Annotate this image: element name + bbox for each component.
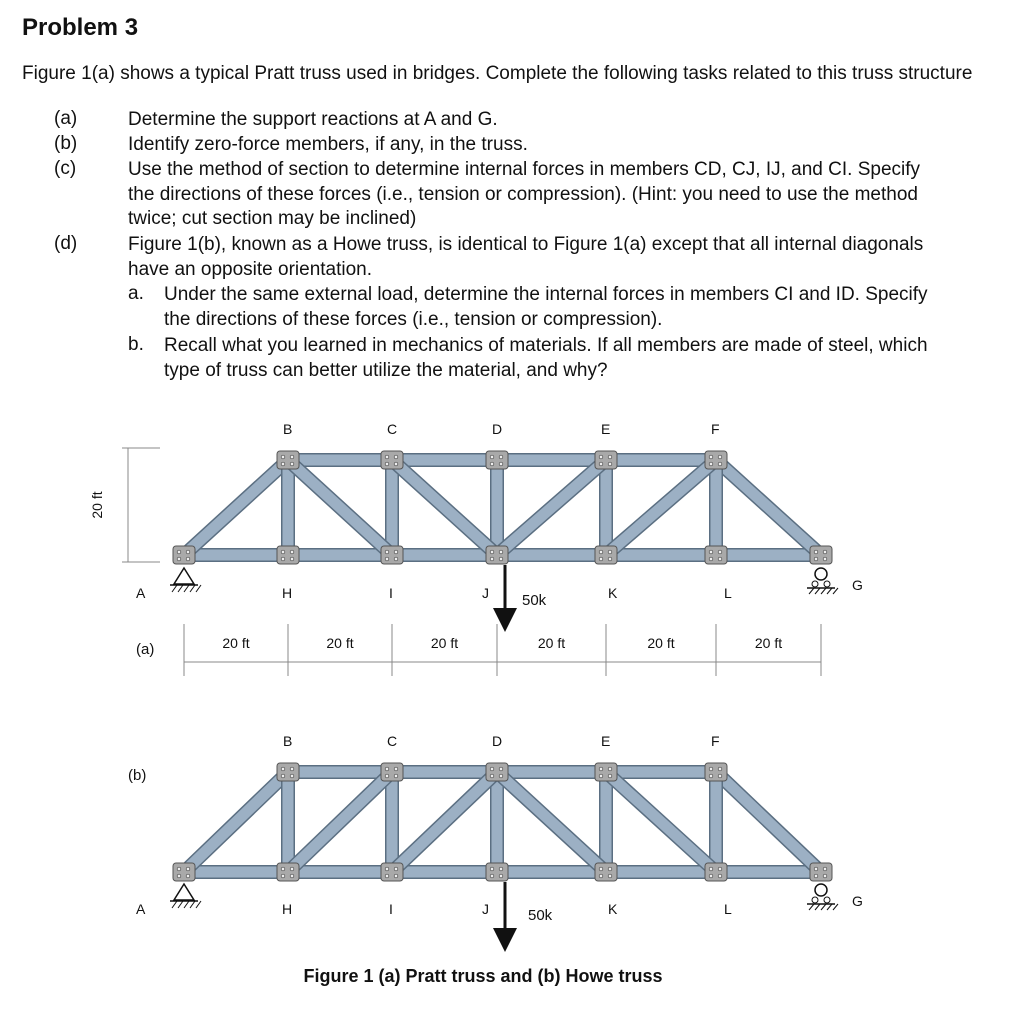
span-label-0: 20 ft <box>222 635 250 651</box>
pratt-pin-support-A-hatch-2 <box>184 585 189 592</box>
pratt-gusset-bottom-2 <box>381 546 403 564</box>
howe-gusset-bottom-3-bolt-1 <box>499 867 503 871</box>
howe-end-post-left <box>184 772 288 872</box>
pratt-gusset-top-5-bolt-3 <box>718 462 722 466</box>
howe-gusset-bottom-1-bolt-1 <box>290 867 294 871</box>
span-label-1: 20 ft <box>326 635 354 651</box>
howe-gusset-bottom-5-bolt-1 <box>718 867 722 871</box>
howe-gusset-bottom-1-bolt-3 <box>290 874 294 878</box>
subtask-b-text: Recall what you learned in mechanics of materials. If all members are made of steel, which type of truss can better utilize the material, and why? <box>164 335 928 381</box>
pratt-gusset-top-3-bolt-1 <box>499 455 503 459</box>
subtask-a-text: Under the same external load, determine the internal forces in members CI and ID. Specify the directions of these forces (i.e., tension or compression). <box>164 284 928 330</box>
pratt-gusset-bottom-3 <box>486 546 508 564</box>
howe-gusset-bottom-6-bolt-1 <box>823 867 827 871</box>
pratt-gusset-bottom-0-bolt-3 <box>186 557 190 561</box>
pratt-roller-support-G-hatch-3 <box>827 588 832 594</box>
pratt-gusset-top-1-bolt-1 <box>290 455 294 459</box>
howe-gusset-bottom-0-bolt-3 <box>186 874 190 878</box>
howe-gusset-bottom-1-bolt-2 <box>281 874 285 878</box>
howe-gusset-top-2-bolt-1 <box>394 767 398 771</box>
pratt-gusset-bottom-3-bolt-3 <box>499 557 503 561</box>
pratt-node-K: K <box>608 585 618 601</box>
howe-node-A: A <box>136 901 146 917</box>
pratt-gusset-bottom-3-bolt-0 <box>490 550 494 554</box>
howe-gusset-top-2-bolt-2 <box>385 774 389 778</box>
pratt-gusset-top-3-bolt-0 <box>490 455 494 459</box>
task-c-text: Use the method of section to determine internal forces in members CD, CJ, IJ, and CI. Specify the directions of these forces (i.e., tension or compression). (Hint: you need to use the method twice; cut section may be inclined) <box>128 159 921 229</box>
howe-node-H: H <box>282 901 293 917</box>
pratt-gusset-bottom-5-bolt-3 <box>718 557 722 561</box>
pratt-gusset-bottom-5-bolt-0 <box>709 550 713 554</box>
pratt-gusset-bottom-1-bolt-2 <box>281 557 285 561</box>
pratt-pin-support-A-hatch-3 <box>190 585 195 592</box>
pratt-gusset-bottom-3-bolt-1 <box>499 550 503 554</box>
pratt-node-G: G <box>852 577 863 593</box>
howe-roller-support-G-hatch-1 <box>815 904 820 910</box>
howe-roller-support-G-wheel-1 <box>812 897 818 903</box>
span-label-4: 20 ft <box>647 635 675 651</box>
pratt-gusset-top-2-bolt-0 <box>385 455 389 459</box>
pratt-roller-support-G-hatch-2 <box>821 588 826 594</box>
pratt-gusset-top-4-bolt-0 <box>599 455 603 459</box>
pratt-gusset-top-4-bolt-2 <box>599 462 603 466</box>
task-a-label: (a) <box>54 108 78 129</box>
pratt-gusset-bottom-4-bolt-0 <box>599 550 603 554</box>
pratt-end-post-right <box>716 460 821 555</box>
howe-gusset-top-3-bolt-1 <box>499 767 503 771</box>
pratt-gusset-top-5-bolt-2 <box>709 462 713 466</box>
pratt-gusset-bottom-6-bolt-0 <box>814 550 818 554</box>
pratt-diagonal-3 <box>606 460 716 555</box>
howe-gusset-bottom-2-bolt-1 <box>394 867 398 871</box>
howe-gusset-top-5-bolt-1 <box>718 767 722 771</box>
span-label-3: 20 ft <box>537 635 566 651</box>
howe-gusset-top-5 <box>705 763 727 781</box>
pratt-gusset-top-1-bolt-0 <box>281 455 285 459</box>
howe-gusset-top-4-bolt-0 <box>599 767 603 771</box>
pratt-node-I: I <box>389 585 393 601</box>
pratt-gusset-top-3-bolt-3 <box>499 462 503 466</box>
problem-title: Problem 3 <box>22 14 139 41</box>
pratt-pin-support-A-hatch-0 <box>172 585 177 592</box>
howe-roller-support-G-hatch-0 <box>809 904 814 910</box>
howe-gusset-top-1-bolt-3 <box>290 774 294 778</box>
pratt-gusset-top-4-bolt-3 <box>608 462 612 466</box>
pratt-roller-support-G <box>815 568 827 580</box>
pratt-gusset-top-1-bolt-3 <box>290 462 294 466</box>
howe-gusset-bottom-3-bolt-2 <box>490 874 494 878</box>
pratt-gusset-bottom-0 <box>173 546 195 564</box>
pratt-gusset-top-1 <box>277 451 299 469</box>
task-a-text: Determine the support reactions at A and G. <box>128 109 498 130</box>
howe-gusset-bottom-3-bolt-3 <box>499 874 503 878</box>
pratt-gusset-bottom-4 <box>595 546 617 564</box>
pratt-gusset-top-3-bolt-2 <box>490 462 494 466</box>
pratt-node-J: J <box>482 585 489 601</box>
pratt-gusset-bottom-6 <box>810 546 832 564</box>
pratt-node-E: E <box>601 421 611 437</box>
pratt-gusset-top-1-bolt-2 <box>281 462 285 466</box>
howe-gusset-top-2 <box>381 763 403 781</box>
howe-gusset-bottom-4-bolt-0 <box>599 867 603 871</box>
figure-b-label: (b) <box>128 767 147 784</box>
howe-gusset-bottom-2-bolt-0 <box>385 867 389 871</box>
task-b-label: (b) <box>54 133 78 154</box>
howe-gusset-top-4-bolt-2 <box>599 774 603 778</box>
howe-load-label: 50k <box>528 907 553 924</box>
howe-gusset-bottom-0 <box>173 863 195 881</box>
howe-gusset-bottom-0-bolt-1 <box>186 867 190 871</box>
howe-diagonal-2 <box>497 772 606 872</box>
howe-node-F: F <box>711 733 720 749</box>
howe-node-G: G <box>852 893 863 909</box>
howe-roller-support-G-hatch-4 <box>833 904 838 910</box>
pratt-gusset-bottom-2-bolt-0 <box>385 550 389 554</box>
pratt-roller-support-G-hatch-4 <box>833 588 838 594</box>
howe-roller-support-G-hatch-2 <box>821 904 826 910</box>
howe-diagonal-1 <box>392 772 497 872</box>
pratt-gusset-bottom-1-bolt-0 <box>281 550 285 554</box>
howe-gusset-top-3-bolt-3 <box>499 774 503 778</box>
howe-gusset-bottom-5-bolt-2 <box>709 874 713 878</box>
task-d-text: Figure 1(b), known as a Howe truss, is identical to Figure 1(a) except that all internal diagonals have an opposite orientation. <box>128 234 924 280</box>
pratt-gusset-bottom-0-bolt-1 <box>186 550 190 554</box>
howe-gusset-bottom-1 <box>277 863 299 881</box>
pratt-node-L: L <box>724 585 732 601</box>
howe-gusset-top-1-bolt-1 <box>290 767 294 771</box>
pratt-gusset-bottom-4-bolt-2 <box>599 557 603 561</box>
pratt-roller-support-G-hatch-0 <box>809 588 814 594</box>
task-d-label: (d) <box>54 233 78 254</box>
subtask-a-label: a. <box>128 283 144 304</box>
howe-roller-support-G-hatch-3 <box>827 904 832 910</box>
pratt-node-C: C <box>387 421 398 437</box>
howe-gusset-top-4-bolt-1 <box>608 767 612 771</box>
pratt-gusset-bottom-1 <box>277 546 299 564</box>
howe-gusset-bottom-6-bolt-2 <box>814 874 818 878</box>
howe-pin-support-A-hatch-1 <box>178 901 183 908</box>
pratt-gusset-top-2-bolt-1 <box>394 455 398 459</box>
howe-gusset-bottom-4-bolt-1 <box>608 867 612 871</box>
pratt-gusset-bottom-0-bolt-2 <box>177 557 181 561</box>
pratt-pin-support-A-hatch-1 <box>178 585 183 592</box>
task-c-label: (c) <box>54 158 77 179</box>
intro-paragraph: Figure 1(a) shows a typical Pratt truss used in bridges. Complete the following tasks related to this truss structure <box>22 63 973 84</box>
howe-roller-support-G <box>815 884 827 896</box>
pratt-gusset-top-2-bolt-2 <box>385 462 389 466</box>
span-label-5: 20 ft <box>754 635 783 651</box>
howe-node-E: E <box>601 733 611 749</box>
howe-end-post-right <box>716 772 821 872</box>
howe-pin-support-A-hatch-3 <box>190 901 195 908</box>
howe-gusset-top-2-bolt-3 <box>394 774 398 778</box>
pratt-gusset-bottom-2-bolt-2 <box>385 557 389 561</box>
pratt-diagonal-2 <box>497 460 606 555</box>
howe-gusset-bottom-6-bolt-0 <box>814 867 818 871</box>
howe-gusset-bottom-6 <box>810 863 832 881</box>
howe-gusset-top-1 <box>277 763 299 781</box>
pratt-roller-support-G-hatch-1 <box>815 588 820 594</box>
pratt-node-H: H <box>282 585 293 601</box>
pratt-gusset-top-5 <box>705 451 727 469</box>
howe-gusset-bottom-2-bolt-2 <box>385 874 389 878</box>
howe-gusset-bottom-3-bolt-0 <box>490 867 494 871</box>
howe-gusset-top-3 <box>486 763 508 781</box>
howe-gusset-top-5-bolt-0 <box>709 767 713 771</box>
pratt-gusset-bottom-6-bolt-2 <box>814 557 818 561</box>
howe-gusset-bottom-2-bolt-3 <box>394 874 398 878</box>
pratt-gusset-top-3 <box>486 451 508 469</box>
pratt-node-B: B <box>283 421 293 437</box>
howe-gusset-bottom-3 <box>486 863 508 881</box>
pratt-pin-support-A <box>174 568 194 584</box>
pratt-gusset-top-2-bolt-3 <box>394 462 398 466</box>
pratt-gusset-bottom-6-bolt-1 <box>823 550 827 554</box>
howe-gusset-bottom-4-bolt-3 <box>608 874 612 878</box>
howe-gusset-bottom-1-bolt-0 <box>281 867 285 871</box>
pratt-gusset-top-4 <box>595 451 617 469</box>
howe-gusset-top-3-bolt-0 <box>490 767 494 771</box>
pratt-gusset-bottom-1-bolt-3 <box>290 557 294 561</box>
howe-roller-support-G-wheel-2 <box>824 897 830 903</box>
pratt-node-F: F <box>711 421 720 437</box>
howe-pin-support-A-hatch-0 <box>172 901 177 908</box>
pratt-diagonal-1 <box>392 460 497 555</box>
howe-gusset-bottom-0-bolt-0 <box>177 867 181 871</box>
howe-gusset-top-4 <box>595 763 617 781</box>
howe-node-L: L <box>724 901 732 917</box>
pratt-gusset-bottom-5-bolt-2 <box>709 557 713 561</box>
howe-pin-support-A <box>174 884 194 900</box>
pratt-node-A: A <box>136 585 146 601</box>
pratt-gusset-bottom-4-bolt-3 <box>608 557 612 561</box>
howe-node-K: K <box>608 901 618 917</box>
pratt-gusset-bottom-2-bolt-3 <box>394 557 398 561</box>
pratt-gusset-bottom-4-bolt-1 <box>608 550 612 554</box>
howe-diagonal-3 <box>606 772 716 872</box>
howe-node-B: B <box>283 733 293 749</box>
pratt-roller-support-G-wheel-1 <box>812 581 818 587</box>
pratt-gusset-bottom-5 <box>705 546 727 564</box>
task-b-text: Identify zero-force members, if any, in the truss. <box>128 134 528 155</box>
subtask-b-label: b. <box>128 334 144 355</box>
howe-gusset-top-4-bolt-3 <box>608 774 612 778</box>
howe-gusset-bottom-4 <box>595 863 617 881</box>
pratt-pin-support-A-hatch-4 <box>196 585 201 592</box>
pratt-end-post-left <box>184 460 288 555</box>
howe-pin-support-A-hatch-2 <box>184 901 189 908</box>
howe-gusset-bottom-5-bolt-0 <box>709 867 713 871</box>
figure-caption: Figure 1 (a) Pratt truss and (b) Howe truss <box>303 966 663 986</box>
howe-pin-support-A-hatch-4 <box>196 901 201 908</box>
howe-node-C: C <box>387 733 398 749</box>
pratt-gusset-bottom-6-bolt-3 <box>823 557 827 561</box>
howe-gusset-top-2-bolt-0 <box>385 767 389 771</box>
howe-gusset-top-1-bolt-2 <box>281 774 285 778</box>
pratt-roller-support-G-wheel-2 <box>824 581 830 587</box>
pratt-diagonal-0 <box>288 460 392 555</box>
howe-gusset-top-3-bolt-2 <box>490 774 494 778</box>
pratt-gusset-bottom-2-bolt-1 <box>394 550 398 554</box>
howe-gusset-top-5-bolt-2 <box>709 774 713 778</box>
pratt-gusset-top-5-bolt-0 <box>709 455 713 459</box>
span-label-2: 20 ft <box>430 635 459 651</box>
pratt-gusset-top-2 <box>381 451 403 469</box>
howe-gusset-bottom-0-bolt-2 <box>177 874 181 878</box>
howe-gusset-bottom-5-bolt-3 <box>718 874 722 878</box>
howe-gusset-bottom-6-bolt-3 <box>823 874 827 878</box>
height-dimension-label: 20 ft <box>89 491 105 519</box>
pratt-gusset-top-5-bolt-1 <box>718 455 722 459</box>
pratt-node-D: D <box>492 421 503 437</box>
pratt-gusset-bottom-3-bolt-2 <box>490 557 494 561</box>
pratt-gusset-bottom-0-bolt-0 <box>177 550 181 554</box>
figure-a-label: (a) <box>136 641 155 658</box>
howe-node-D: D <box>492 733 503 749</box>
howe-node-J: J <box>482 901 489 917</box>
howe-node-I: I <box>389 901 393 917</box>
pratt-load-label: 50k <box>522 592 547 609</box>
pratt-gusset-bottom-5-bolt-1 <box>718 550 722 554</box>
pratt-gusset-bottom-1-bolt-1 <box>290 550 294 554</box>
howe-gusset-top-1-bolt-0 <box>281 767 285 771</box>
howe-gusset-bottom-5 <box>705 863 727 881</box>
pratt-gusset-top-4-bolt-1 <box>608 455 612 459</box>
howe-diagonal-0 <box>288 772 392 872</box>
howe-gusset-bottom-2 <box>381 863 403 881</box>
howe-gusset-bottom-4-bolt-2 <box>599 874 603 878</box>
howe-gusset-top-5-bolt-3 <box>718 774 722 778</box>
